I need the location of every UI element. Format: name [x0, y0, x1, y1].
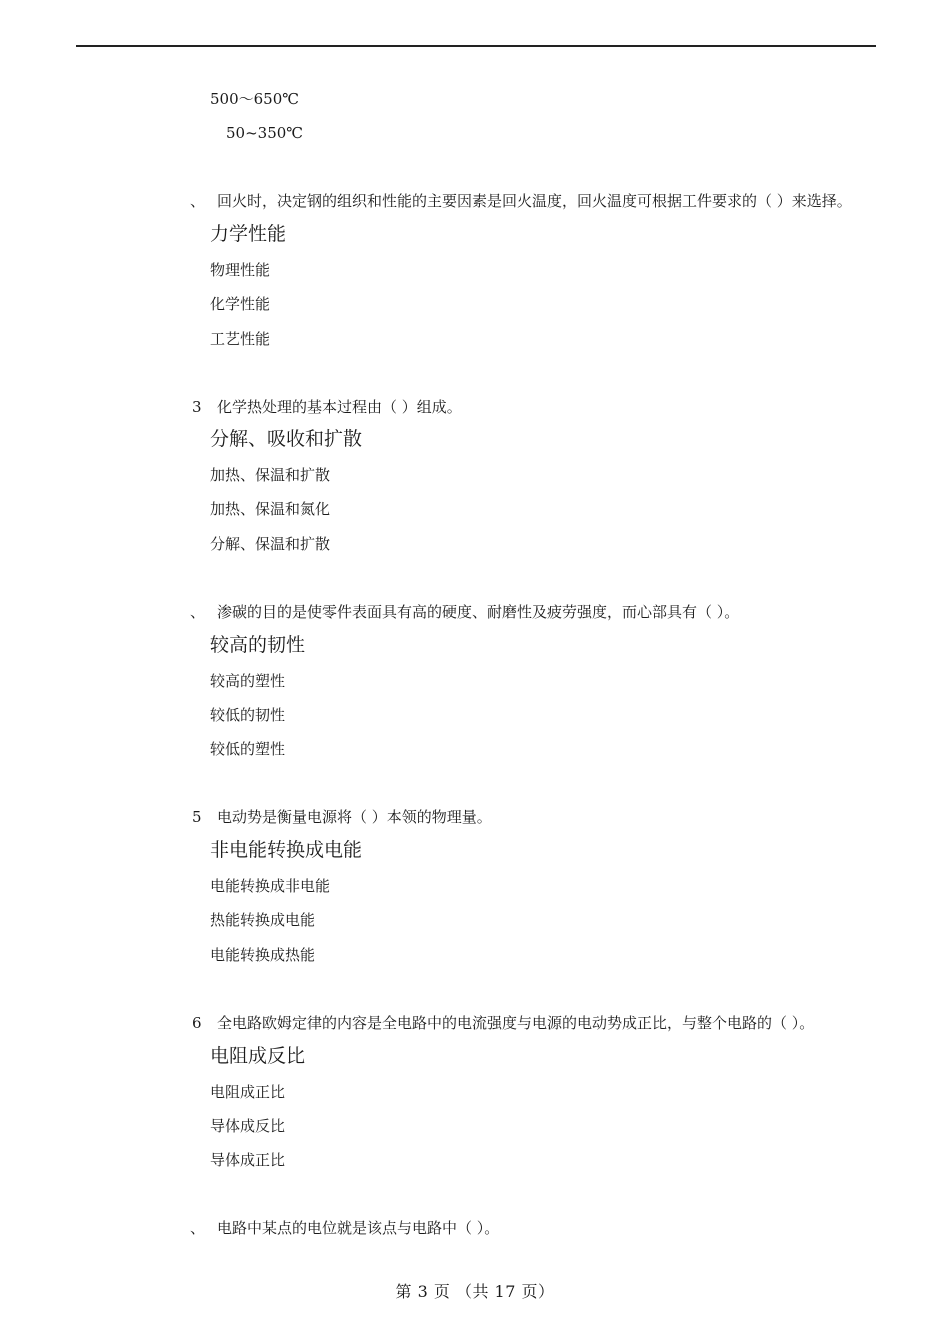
question-number: 3: [192, 398, 202, 416]
option-text: 力学性能: [210, 223, 287, 245]
option-text: 化学性能: [210, 295, 271, 313]
option-text: 分解、保温和扩散: [210, 535, 331, 553]
option-text: 50~350℃: [226, 124, 304, 142]
option-text: 较高的塑性: [210, 672, 286, 690]
question-number: 、: [190, 192, 206, 210]
option-text: 非电能转换成电能: [210, 839, 363, 861]
option-text: 导体成正比: [210, 1151, 286, 1169]
option-text: 加热、保温和扩散: [210, 466, 331, 484]
question-number: 5: [192, 808, 202, 826]
page-footer: 第 3 页 （共 17 页）: [395, 1282, 555, 1301]
option-text: 500～650℃: [210, 90, 300, 108]
option-text: 物理性能: [210, 261, 271, 279]
option-text: 较低的塑性: [210, 740, 286, 758]
question-number: 6: [192, 1014, 202, 1032]
option-text: 电能转换成非电能: [210, 877, 331, 895]
header-rule: [76, 45, 876, 47]
question-text: 全电路欧姆定律的内容是全电路中的电流强度与电源的电动势成正比，与整个电路的（ ）。: [217, 1014, 815, 1032]
option-text: 电阻成正比: [210, 1083, 286, 1101]
option-text: 电能转换成热能: [210, 946, 316, 964]
question-text: 渗碳的目的是使零件表面具有高的硬度、耐磨性及疲劳强度，而心部具有（ ）。: [217, 603, 740, 621]
option-text: 分解、吸收和扩散: [210, 428, 363, 450]
option-text: 加热、保温和氮化: [210, 500, 331, 518]
question-text: 回火时，决定钢的组织和性能的主要因素是回火温度，回火温度可根据工件要求的（ ）来选择。: [217, 192, 852, 210]
option-text: 热能转换成电能: [210, 911, 316, 929]
question-text: 电动势是衡量电源将（ ）本领的物理量。: [217, 808, 492, 826]
question-text: 化学热处理的基本过程由（ ）组成。: [217, 398, 462, 416]
option-text: 导体成反比: [210, 1117, 286, 1135]
question-number: 、: [190, 1219, 206, 1237]
option-text: 工艺性能: [210, 330, 271, 348]
question-text: 电路中某点的电位就是该点与电路中（ ）。: [217, 1219, 500, 1237]
option-text: 较高的韧性: [210, 634, 306, 656]
option-text: 较低的韧性: [210, 706, 286, 724]
question-number: 、: [190, 603, 206, 621]
option-text: 电阻成反比: [210, 1045, 306, 1067]
